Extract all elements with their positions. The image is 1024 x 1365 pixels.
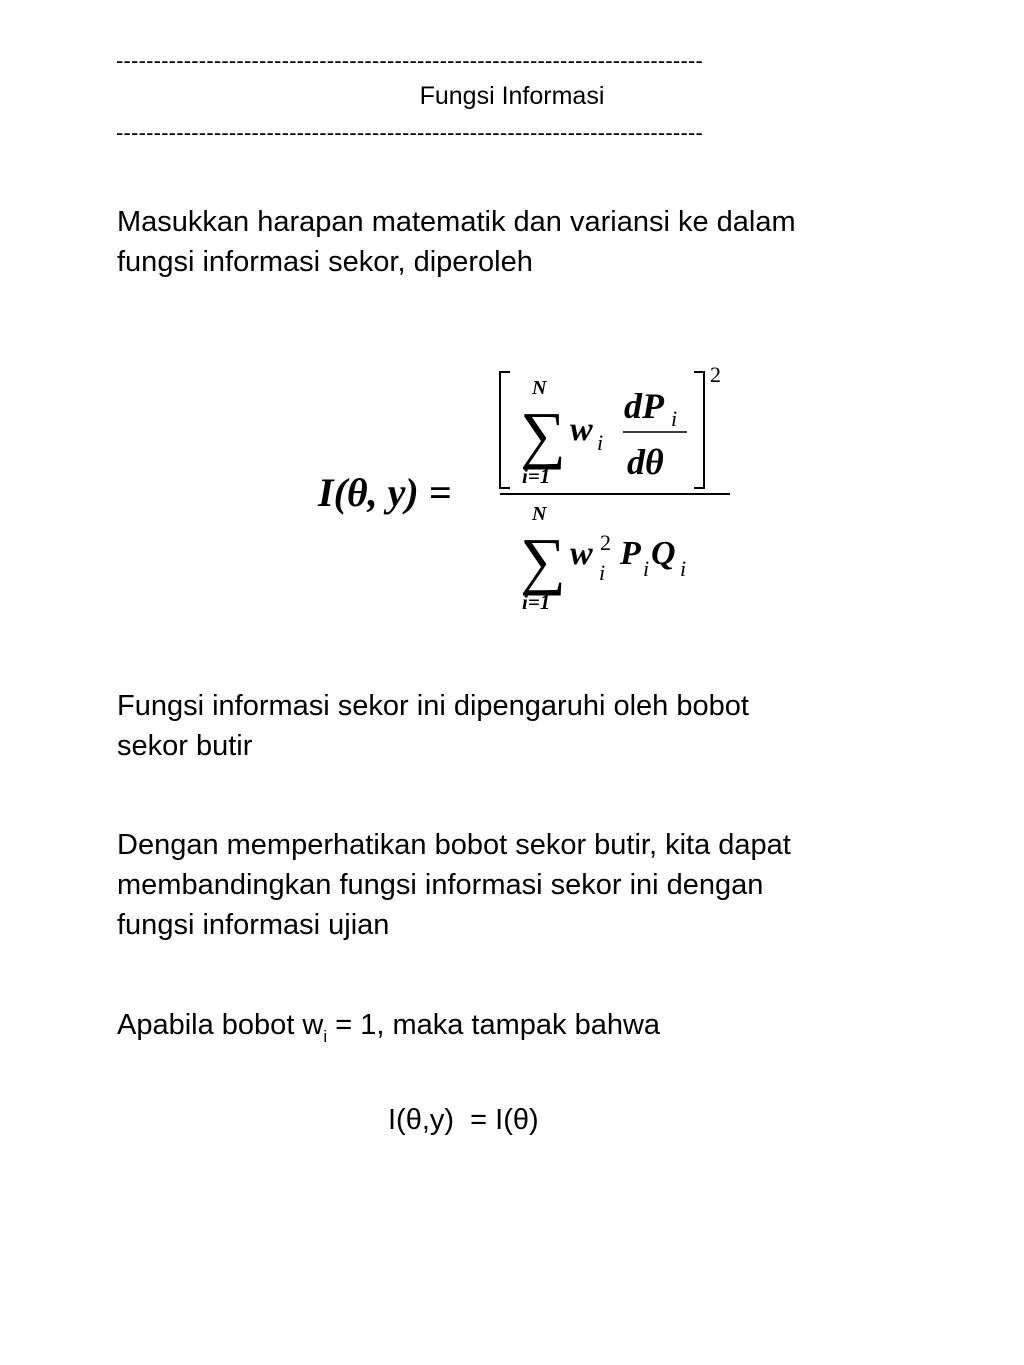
numerator-sum-symbol: ∑	[520, 399, 566, 470]
numerator-w: w	[570, 411, 593, 448]
numerator-left-bracket	[500, 372, 510, 488]
denominator-sum-lower: i=1	[522, 590, 551, 614]
formula-lhs: I(θ, y) =	[318, 470, 452, 515]
score-information-formula	[310, 360, 750, 620]
numerator-sum-lower: i=1	[522, 464, 551, 488]
denominator-sum-upper: N	[532, 503, 547, 525]
comparison-line-3: fungsi informasi ujian	[117, 909, 390, 941]
result-right: I(θ)	[495, 1104, 539, 1136]
denominator-w-sub: i	[599, 560, 606, 585]
numerator-dtheta: dθ	[627, 442, 664, 482]
result-equals: =	[454, 1104, 496, 1136]
numerator-w-sub: i	[597, 430, 604, 455]
numerator-exponent: 2	[710, 362, 721, 387]
numerator-sum-upper: N	[532, 377, 547, 399]
intro-paragraph	[117, 202, 937, 282]
header-rule-top: ------------------------------------------------------------------------------	[116, 48, 704, 73]
denominator-q-sub: i	[680, 556, 687, 581]
intro-line-1: Masukkan harapan matematik dan variansi ke dalam	[117, 206, 796, 238]
denominator-p: P	[620, 535, 641, 572]
denominator-q: Q	[651, 535, 676, 572]
header-rule-bottom: ------------------------------------------------------------------------------	[116, 120, 704, 145]
comparison-line-2: membandingkan fungsi informasi sekor ini dengan	[117, 869, 764, 901]
numerator-dp: dP	[624, 386, 664, 426]
unit-weight-paragraph	[117, 1005, 937, 1049]
numerator-right-bracket	[694, 372, 704, 488]
result-equation	[388, 1104, 539, 1137]
result-left: I(θ,y)	[388, 1104, 455, 1136]
denominator-w-sup: 2	[600, 530, 611, 555]
weight-influence-line-2: sekor butir	[117, 730, 253, 762]
unit-weight-subscript: i	[323, 1027, 328, 1046]
weight-influence-paragraph	[117, 686, 937, 766]
denominator-p-sub: i	[643, 556, 650, 581]
denominator-sum-symbol: ∑	[520, 525, 566, 596]
weight-influence-line-1: Fungsi informasi sekor ini dipengaruhi oleh bobot	[117, 690, 749, 722]
unit-weight-text-before: Apabila bobot w	[117, 1009, 324, 1041]
numerator-dp-sub: i	[671, 406, 678, 431]
intro-line-2: fungsi informasi sekor, diperoleh	[117, 246, 533, 278]
unit-weight-text-after: = 1, maka tampak bahwa	[327, 1009, 661, 1041]
page-title: Fungsi Informasi	[419, 82, 605, 110]
comparison-line-1: Dengan memperhatikan bobot sekor butir, kita dapat	[117, 829, 791, 861]
denominator-w: w	[570, 535, 593, 572]
comparison-paragraph	[117, 825, 937, 945]
